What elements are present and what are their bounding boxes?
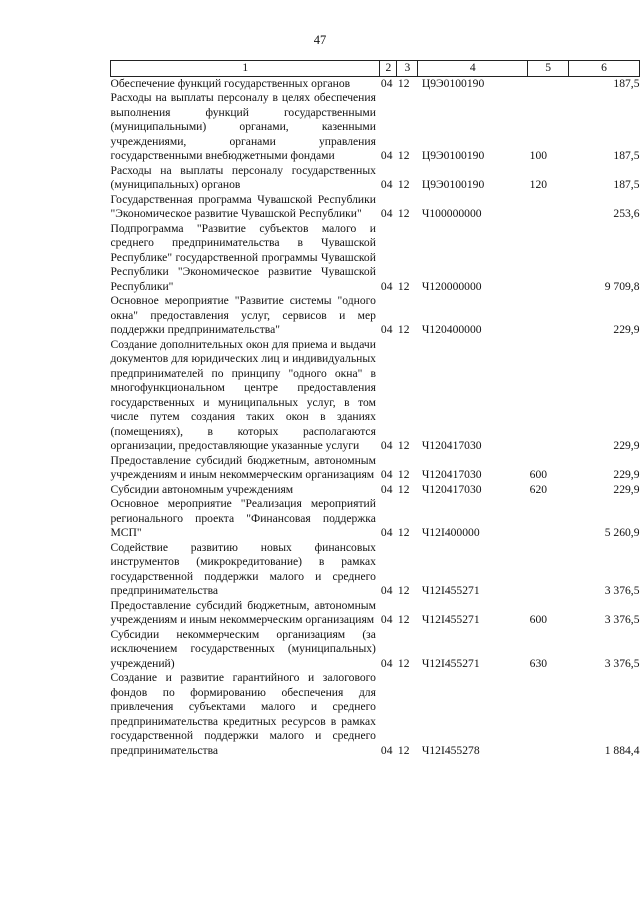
table-row [111,454,640,483]
row-name: Субсидии некоммерческим организациям (за исключением государственных (муниципальных) учреждений) [110,627,376,670]
row-expense-type [528,338,569,454]
row-section: 04 [380,526,393,539]
row-amount: 3 376,5 [604,613,640,626]
table-row [111,628,640,672]
row-section: 04 [380,743,393,757]
row-name: Подпрограмма "Развитие субъектов малого и среднего предпринимательства в Чувашской Республике" государственной программы Чувашской Республики "Экономическое развитие Чувашской Республики" [110,221,376,293]
row-expense-type [528,76,569,91]
row-subsection: 12 [397,207,410,220]
header-col-5: 5 [528,61,569,77]
row-target-code: Ц9Э0100190 [421,178,485,191]
row-section: 04 [380,149,393,162]
row-name: Предоставление субсидий бюджетным, автономным учреждениям и иным некоммерческим организациям [110,598,376,626]
row-subsection: 12 [397,526,410,539]
row-target-code: Ч120417030 [421,468,482,481]
row-expense-type: 620 [529,482,548,496]
row-amount: 3 376,5 [604,584,640,597]
table-header-row [111,61,640,77]
table-row [111,497,640,541]
row-name: Расходы на выплаты персоналу в целях обеспечения выполнения функций государственными (муниципальными) органами, казенными учреждениями, органами управления государственными внебюджетными фондами [110,91,376,162]
row-name: Основное мероприятие "Развитие системы "одного окна" предоставления услуг, сервисов и мер поддержки предпринимательства" [110,294,376,336]
row-section: 04 [380,178,393,191]
row-amount: 3 376,5 [604,656,640,670]
row-section: 04 [380,656,393,670]
row-expense-type [528,193,569,222]
budget-table [110,60,640,758]
table-row [111,76,640,91]
row-expense-type: 120 [529,178,548,191]
row-section: 04 [380,207,393,220]
row-target-code: Ч12I455271 [421,613,480,626]
row-target-code: Ч12I455271 [421,656,480,670]
table-row [111,164,640,193]
row-subsection: 12 [397,613,410,626]
row-expense-type [528,497,569,541]
row-target-code: Ч120417030 [421,439,482,452]
table-row [111,91,640,164]
row-subsection: 12 [397,743,410,757]
row-section: 04 [380,439,393,452]
row-subsection: 12 [397,468,410,481]
row-expense-type: 600 [529,468,548,481]
row-name: Государственная программа Чувашской Республики "Экономическое развитие Чувашской Республики" [110,192,376,220]
row-name: Субсидии автономным учреждениям [110,482,294,496]
row-section: 04 [380,76,393,90]
row-amount: 229,9 [613,468,640,481]
table-row [111,294,640,338]
row-section: 04 [380,482,393,496]
table-row [111,338,640,454]
row-amount: 187,5 [613,76,640,90]
row-target-code: Ч12I400000 [421,526,480,539]
row-expense-type [528,222,569,295]
row-section: 04 [380,323,393,336]
row-section: 04 [380,613,393,626]
row-target-code: Ч120000000 [421,279,482,293]
row-expense-type: 630 [529,656,548,670]
row-target-code: Ч12I455278 [421,743,480,757]
row-subsection: 12 [397,279,410,293]
row-amount: 5 260,9 [604,526,640,539]
row-amount: 187,5 [613,178,640,191]
row-subsection: 12 [397,584,410,597]
row-name: Содействие развитию новых финансовых инструментов (микрокредитование) в рамках государственной поддержки малого и среднего предпринимательства [110,540,376,597]
row-amount: 229,9 [613,323,640,336]
row-subsection: 12 [397,76,410,90]
row-section: 04 [380,468,393,481]
row-target-code: Ц9Э0100190 [421,76,485,90]
row-expense-type [528,541,569,599]
table-row [111,222,640,295]
row-name: Создание дополнительных окон для приема и выдачи документов для юридических лиц и индивидуальных предпринимателей по принципу "одного окна" в многофункциональном центре предоставления государственных и муниципальных услуг, в том числе путем создания таких окон в зданиях (помещениях), в которых располагаются организации, предоставляющие указанные услуги [110,337,376,452]
row-name: Создание и развитие гарантийного и залогового фондов по формированию обеспечения для привлечения субъектами малого и среднего предпринимательства кредитных ресурсов в рамках государственной поддержки малого и среднего предпринимательства [110,671,376,757]
row-name: Основное мероприятие "Реализация мероприятий регионального проекта "Финансовая поддержка МСП" [110,497,376,539]
row-target-code: Ч120400000 [421,323,482,336]
row-expense-type [528,294,569,338]
row-section: 04 [380,279,393,293]
row-subsection: 12 [397,178,410,191]
row-amount: 229,9 [613,439,640,452]
row-amount: 1 884,4 [604,743,640,757]
header-col-6: 6 [569,61,640,77]
row-section: 04 [380,584,393,597]
row-name: Предоставление субсидий бюджетным, автономным учреждениям и иным некоммерческим организациям [110,453,376,481]
row-amount: 9 709,8 [604,279,640,293]
row-amount: 253,6 [613,207,640,220]
row-target-code: Ц9Э0100190 [421,149,485,162]
row-target-code: Ч120417030 [421,482,482,496]
table-row [111,483,640,498]
page-number: 47 [313,33,327,47]
row-subsection: 12 [397,656,410,670]
row-amount: 187,5 [613,149,640,162]
row-name: Обеспечение функций государственных органов [110,76,351,90]
row-name: Расходы на выплаты персоналу государственных (муниципальных) органов [110,163,376,191]
table-row [111,193,640,222]
row-subsection: 12 [397,149,410,162]
header-col-3: 3 [397,61,418,77]
row-expense-type: 100 [529,149,548,162]
table-row [111,671,640,758]
header-col-1: 1 [111,61,380,77]
header-col-2: 2 [380,61,397,77]
header-col-4: 4 [418,61,528,77]
row-amount: 229,9 [613,482,640,496]
row-target-code: Ч12I455271 [421,584,480,597]
row-subsection: 12 [397,482,410,496]
row-target-code: Ч100000000 [421,207,482,220]
table-row [111,541,640,599]
row-subsection: 12 [397,439,410,452]
table-row [111,599,640,628]
row-subsection: 12 [397,323,410,336]
row-expense-type [528,671,569,758]
row-expense-type: 600 [529,613,548,626]
